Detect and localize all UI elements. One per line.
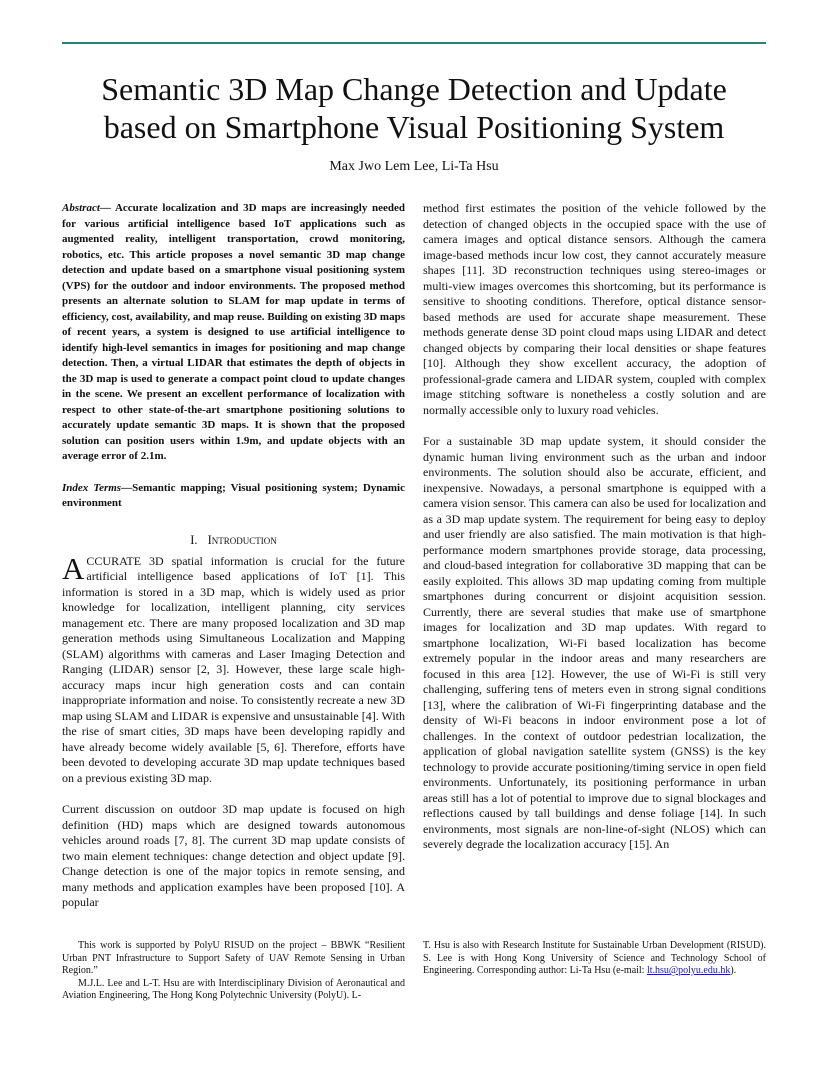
- abstract: [62, 201, 405, 465]
- affiliation-footnote-end: ).: [730, 965, 737, 976]
- index-terms-label: Index Terms: [62, 481, 122, 494]
- section-title: Introduction: [207, 532, 277, 547]
- footnotes-left: [62, 940, 405, 1003]
- abstract-dash: —: [99, 202, 115, 214]
- funding-footnote: This work is supported by PolyU RISUD on the project – BBWK “Resilient Urban PNT Infrastructure to Support Safety of UAV Remote Sensing in Urban Region.”: [62, 940, 405, 976]
- drop-cap: A: [62, 550, 85, 586]
- section-number: I.: [190, 532, 198, 547]
- author-list: Max Jwo Lem Lee, Li-Ta Hsu: [329, 159, 499, 174]
- paper-title: Semantic 3D Map Change Detection and Update based on Smartphone Visual Positioning System: [101, 71, 727, 145]
- right-paragraph-1: method first estimates the position of the vehicle followed by the detection of changed objects in the occupied space with the use of camera images and optical distance sensors. Although the camera image-based methods incur low cost, they cannot accurately measure shapes [11]. 3D reconstruction techniques using stereo-images or multi-view images overcomes this shortcoming, but its performance is sensitive to shooting conditions. Therefore, optical distance sensor-based methods are used for accurate shape measurement. These methods generate dense 3D point cloud maps using LIDAR and detect changed objects by comparing their local densities or shape features [10]. Although they show excellent accuracy, the adoption of professional-grade camera and LIDAR system, coupled with complex image stitching software is nonetheless a costly solution and are normally accessible only to luxury road vehicles.: [423, 201, 766, 417]
- index-terms: [62, 481, 405, 512]
- abstract-label: Abstract: [62, 202, 100, 214]
- right-paragraph-2: For a sustainable 3D map update system, it should consider the dynamic human living environment such as the urban and indoor environments. The solution should also be accurate, efficient, and inexpensive. Nowadays, a personal smartphone is equipped with a camera vision sensor. This camera can also be used for localization and as a 3D map update system. The requirement for being easy to deploy and user friendly are also satisfied. The main motivation is that high-performance modern smartphones provide storage, data processing, and cloud-based integration for collaborative 3D mapping that can be easily exploited. This allows 3D map updating coming from multiple smartphones during concurrent or disjoint acquisition session. Currently, there are several studies that make use of smartphone images for localization and 3D map updates. With regard to smartphone localization, Wi-Fi based localization has become extremely popular in the indoor areas and many researchers are focused in this area [12]. However, the use of Wi-Fi is still very challenging, suffering tens of meters even in strong signal conditions [13], where the calibration of Wi-Fi fingerprinting database and the density of Wi-Fi beacons in indoor environment pose a lot of challenges. In the context of outdoor pedestrian localization, the application of global navigation satellite system (GNSS) is the key technology to provide accurate positioning/timing service in open field environments. Unfortunately, its positioning performance in urban areas still has a lot of potential to improve due to signal blockages and reflections caused by tall buildings and dense foliage [14]. In such environments, most signals are non-line-of-sight (NLOS) which can severely degrade the localization accuracy [15]. An: [423, 434, 766, 851]
- section-heading-introduction: [62, 532, 405, 548]
- intro-paragraph-2: Current discussion on outdoor 3D map update is focused on high definition (HD) maps which are designed towards autonomous vehicles around roads [7, 8]. The current 3D map update consists of two main element techniques: change detection and object update [9]. Change detection is one of the major topics in remote sensing, and many methods and application examples have been proposed [10]. A popular: [62, 802, 405, 909]
- footnotes-right: [423, 940, 766, 978]
- intro-paragraph-1-text: CCURATE 3D spatial information is crucial for the future artificial intelligence based applications of IoT [1]. This information is stored in a 3D map, which is widely used as prior knowledge for localization, intelligent planning, city services management etc. There are many proposed localization and 3D map generation methods using Simultaneous Localization and Mapping (SLAM) algorithms with cameras and Laser Imaging Detection and Ranging (LIDAR) sensor [2, 3]. However, these large scale high-accuracy maps incur high generation costs and can contain inappropriate information and noise. To consistently recreate a new 3D map using SLAM and LIDAR is expensive and unsustainable [4]. With the rise of smart cities, 3D maps have been developing rapidly and have already become widely available [5, 6]. Therefore, efforts have been devoted to developing accurate 3D map update techniques based on a previous existing 3D map.: [62, 553, 405, 785]
- header-rule: [62, 42, 766, 44]
- affiliation-footnote: M.J.L. Lee and L-T. Hsu are with Interdisciplinary Division of Aeronautical and Aviation Engineering, The Hong Kong Polytechnic University (PolyU). L-: [62, 977, 405, 1001]
- right-column: [423, 201, 766, 853]
- abstract-text: Accurate localization and 3D maps are increasingly needed for various artificial intelligence based IoT applications such as augmented reality, intelligent transportation, crowd monitoring, robotics, etc. This article proposes a novel semantic 3D map change detection and update based on a smartphone visual positioning system (VPS) for the outdoor and indoor environments. The proposed method presents an alternate solution to SLAM for map update in terms of efficiency, cost, availability, and map reuse. Building on existing 3D maps of recent years, a system is designed to use artificial intelligence to identify high-level semantics in images for positioning and map change detection. Then, a virtual LIDAR that estimates the depth of objects in the 3D map is used to generate a compact point cloud to update changes in the scene. We present an excellent performance of localization with respect to other state-of-the-art smartphone positioning solutions to accurately update semantic 3D maps. It is shown that the proposed solution can position users within 1.9m, and update objects with an average error of 2.1m.: [62, 202, 405, 462]
- email-link[interactable]: lt.hsu@polyu.edu.hk: [646, 965, 731, 976]
- affiliation-footnote-text: T. Hsu is also with Research Institute for Sustainable Urban Development (RISUD). S. Lee is with Hong Kong University of Science and Technology School of Engineering. Corresponding author: Li-Ta Hsu (e-mail:: [423, 940, 766, 976]
- index-terms-text: —Semantic mapping; Visual positioning system; Dynamic environment: [62, 481, 405, 509]
- left-column: [62, 201, 405, 911]
- intro-paragraph-1: [62, 550, 405, 787]
- affiliation-footnote-continued: [423, 940, 766, 978]
